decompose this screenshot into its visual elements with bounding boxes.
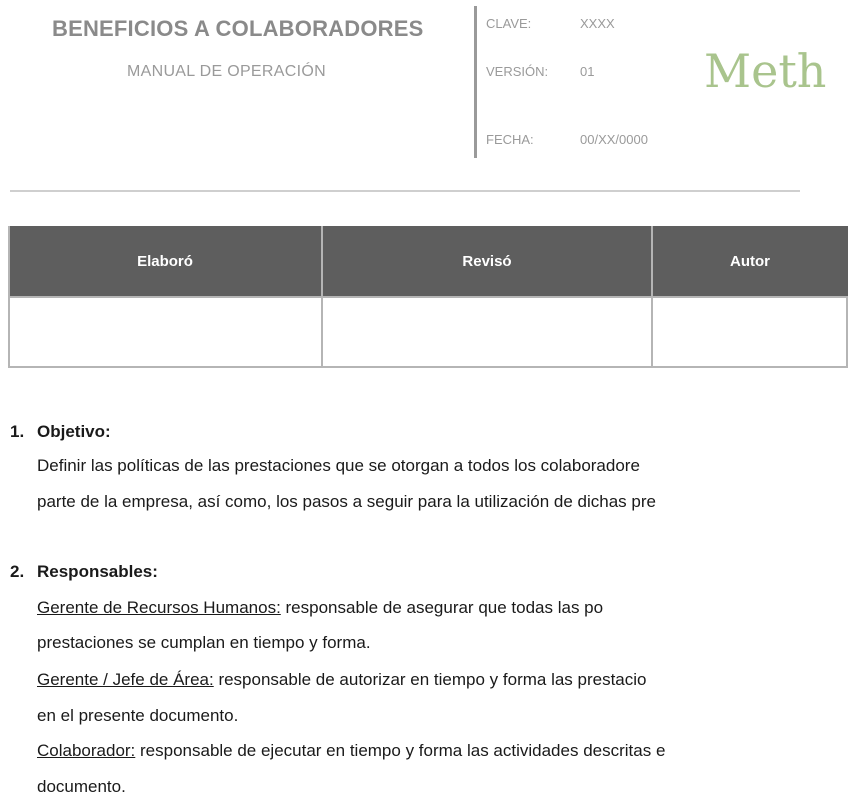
document-title: BENEFICIOS A COLABORADORES <box>52 16 424 41</box>
paragraph-line: en el presente documento. <box>37 706 239 725</box>
meta-label-fecha: FECHA: <box>486 132 534 147</box>
section-heading-objetivo: Objetivo: <box>37 422 111 441</box>
meta-value-version: 01 <box>580 64 595 79</box>
document-subtitle: MANUAL DE OPERACIÓN <box>127 63 326 80</box>
responsable-item <box>37 670 647 690</box>
company-logo: Meth <box>704 44 827 98</box>
role-description: responsable de ejecutar en tiempo y forma las actividades descritas e <box>135 741 666 760</box>
paragraph-line: documento. <box>37 777 126 796</box>
role-label: Gerente / Jefe de Área: <box>37 670 214 689</box>
table-divider <box>321 226 323 368</box>
role-description: responsable de autorizar en tiempo y forma las prestacio <box>213 670 647 689</box>
role-label: Gerente de Recursos Humanos: <box>37 598 281 617</box>
responsable-item <box>37 598 603 618</box>
meta-value-fecha: 00/XX/0000 <box>580 132 648 147</box>
role-description: responsable de asegurar que todas las po <box>280 598 604 617</box>
paragraph-line: Definir las políticas de las prestaciones que se otorgan a todos los colaboradore <box>37 456 640 475</box>
section-number: 1. <box>10 422 25 441</box>
meta-value-clave: XXXX <box>580 16 615 31</box>
column-header-elaboro: Elaboró <box>8 226 322 296</box>
header-divider <box>474 6 477 158</box>
role-label: Colaborador: <box>37 741 136 760</box>
signature-row <box>8 296 848 368</box>
paragraph-line: parte de la empresa, así como, los pasos a seguir para la utilización de dichas pre <box>37 492 656 511</box>
responsable-item <box>37 741 665 761</box>
section-number: 2. <box>10 562 25 581</box>
section-heading-responsables: Responsables: <box>37 562 158 581</box>
column-header-reviso: Revisó <box>322 226 652 296</box>
table-border-left <box>8 226 10 368</box>
table-divider <box>651 226 653 368</box>
meta-label-version: VERSIÓN: <box>486 64 549 79</box>
meta-label-clave: CLAVE: <box>486 16 532 31</box>
paragraph-line: prestaciones se cumplan en tiempo y forma. <box>37 633 371 652</box>
column-header-autorizo: Autor <box>652 226 848 296</box>
signature-table <box>8 226 848 368</box>
header-rule <box>10 190 800 192</box>
